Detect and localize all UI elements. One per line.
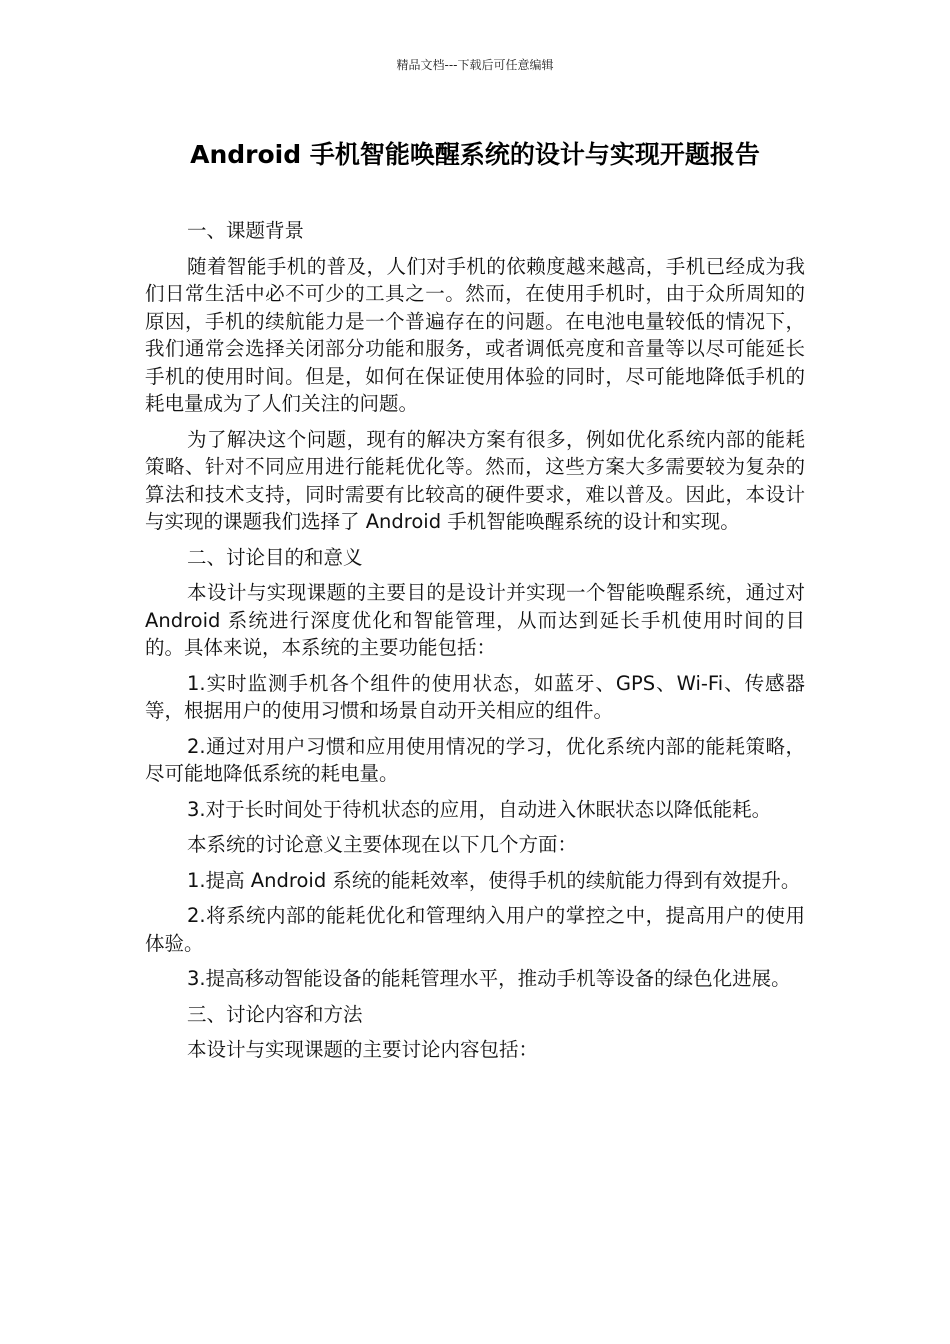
section-heading-purpose: 二、讨论目的和意义 bbox=[187, 545, 363, 569]
significance-item: 3.提高移动智能设备的能耗管理水平，推动手机等设备的绿色化进展。 bbox=[187, 967, 791, 990]
document-title: Android 手机智能唤醒系统的设计与实现开题报告 bbox=[190, 140, 760, 169]
paragraph: 本设计与实现课题的主要讨论内容包括： bbox=[187, 1038, 539, 1061]
section-heading-methods: 三、讨论内容和方法 bbox=[187, 1002, 363, 1026]
significance-item: 1.提高 Android 系统的能耗效率，使得手机的续航能力得到有效提升。 bbox=[187, 868, 801, 892]
section-heading-background: 一、课题背景 bbox=[187, 219, 305, 242]
function-item: 1.实时监测手机各个组件的使用状态，如蓝牙、GPS、Wi-Fi、传感器等，根据用户的使用习惯和场景自动开关相应的组件。 bbox=[145, 671, 805, 722]
paragraph: 本设计与实现课题的主要目的是设计并实现一个智能唤醒系统，通过对 Android 系统进行深度优化和智能管理，从而达到延长手机使用时间的目的。具体来说，本系统的主要功能包括： bbox=[145, 581, 805, 659]
function-item: 2.通过对用户习惯和应用使用情况的学习，优化系统内部的能耗策略，尽可能地降低系统的耗电量。 bbox=[145, 734, 805, 785]
document-body bbox=[145, 217, 805, 1072]
paragraph: 本系统的讨论意义主要体现在以下几个方面： bbox=[187, 833, 578, 856]
paragraph: 为了解决这个问题，现有的解决方案有很多，例如优化系统内部的能耗策略、针对不同应用进行能耗优化等。然而，这些方案大多需要较为复杂的算法和技术支持，同时需要有比较高的硬件要求，难以普及。因此，本设计与实现的课题我们选择了 Android 手机智能唤醒系统的设计和实现。 bbox=[145, 427, 805, 533]
function-item: 3.对于长时间处于待机状态的应用，自动进入休眠状态以降低能耗。 bbox=[187, 797, 772, 821]
significance-item: 2.将系统内部的能耗优化和管理纳入用户的掌控之中，提高用户的使用体验。 bbox=[145, 904, 805, 955]
page-header: 精品文档---下载后可任意编辑 bbox=[396, 58, 554, 72]
paragraph: 随着智能手机的普及，人们对手机的依赖度越来越高，手机已经成为我们日常生活中必不可少的工具之一。然而，在使用手机时，由于众所周知的原因，手机的续航能力是一个普遍存在的问题。在电池电量较低的情况下，我们通常会选择关闭部分功能和服务，或者调低亮度和音量等以尽可能延长手机的使用时间。但是，如何在保证使用体验的同时，尽可能地降低手机的耗电量成为了人们关注的问题。 bbox=[145, 254, 805, 415]
